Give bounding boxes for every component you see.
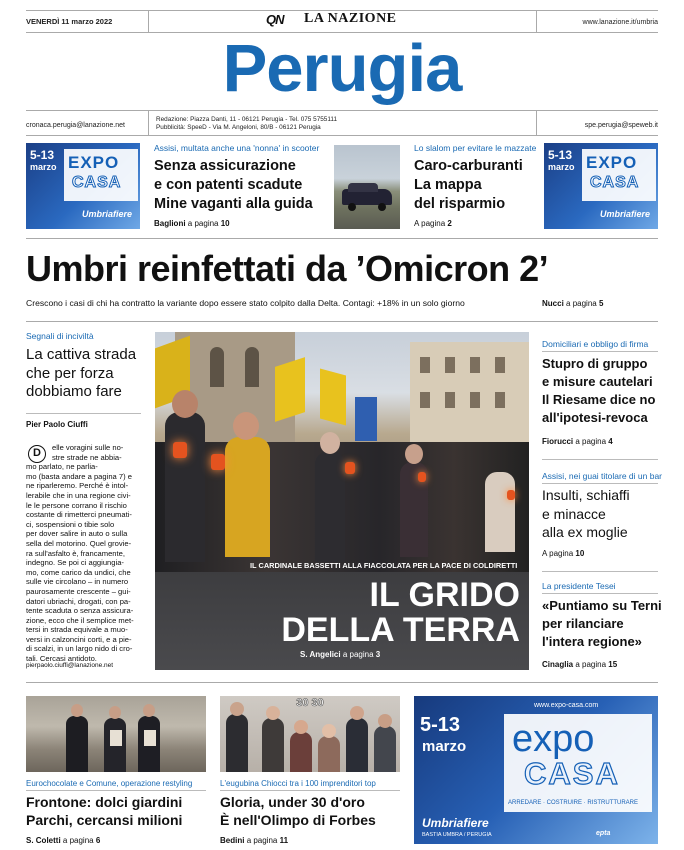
left-author: Pier Paolo Ciuffi xyxy=(26,420,88,429)
police-car-photo xyxy=(334,145,400,229)
photo-page-ref[interactable]: S. Angelici a pagina 3 xyxy=(300,650,381,659)
editorial-email[interactable]: cronaca.perugia@lanazione.net xyxy=(26,122,125,129)
redazione-address: Redazione: Piazza Danti, 11 - 06121 Perugia - Tel. 075 5755111 xyxy=(156,116,338,123)
main-headline[interactable]: Umbri reinfettati da ’Omicron 2’ xyxy=(26,248,549,289)
qn-logo: QN xyxy=(266,12,284,27)
main-page-ref[interactable]: Nucci a pagina 5 xyxy=(542,299,604,308)
website-link[interactable]: www.lanazione.it/umbria xyxy=(582,19,658,26)
advertising-email[interactable]: spe.perugia@speweb.it xyxy=(584,122,658,129)
forbes-under30-photo[interactable]: 30 30 xyxy=(220,696,400,772)
bottom-mid-page-ref[interactable]: Bedini a pagina 11 xyxy=(220,836,289,845)
right-story3-page-ref[interactable]: Cinaglia a pagina 15 xyxy=(542,660,618,669)
editorial-body: elle voragini sulle no- stre strade ne abbia- mo parlato, ne parlia- mo (basta andare a pagina 7) e ne riparleremo. Perché è intol- lerabile che in una regione civi- le le persone corrano il rischio costante di rimetterci pneumati- ci, sospensioni o tibie solo per dover salire in auto o sulla sella del motorino. Quel grovie- ra sull'asfalto è, francamente, indegno. Se poi ci aggiungia- mo, come carico da undici, che sulle vie circolano – in numero paurosamente crescente – gui- datori ubriachi, drogati, con pa- tente scaduta o senza assicura- zione, ecco che il semplice met- tersi in strada equivale a muo- versi in calzoncini corti, e a pie- di scalzi, in un largo nido di cro- tali. Cercasi antidoto. xyxy=(26,443,134,664)
top-right-page-ref[interactable]: A pagina 2 xyxy=(414,219,452,228)
bottom-left-headline[interactable]: Frontone: dolci giardini Parchi, cercansi milioni xyxy=(26,794,183,828)
right-story1-headline[interactable]: Stupro di gruppo e misure cautelari Il Riesame dice no all'ipotesi-revoca xyxy=(542,356,656,425)
city-edition-title: Perugia xyxy=(222,31,462,106)
top-left-page-ref[interactable]: Baglioni a pagina 10 xyxy=(154,219,230,228)
pubblicita-address: Pubblicità: SpeeD - Via M. Angeloni, 80/B - 06121 Perugia xyxy=(156,124,321,131)
photo-caption: IL CARDINALE BASSETTI ALLA FIACCOLATA PER LA PACE DI COLDIRETTI xyxy=(250,561,518,570)
bottom-mid-kicker: L'eugubina Chiocci tra i 100 imprenditori top xyxy=(220,779,376,788)
issue-date: VENERDÌ 11 marzo 2022 xyxy=(26,17,113,26)
left-author-email[interactable]: pierpaolo.ciuffi@lanazione.net xyxy=(26,662,114,669)
right-story2-headline[interactable]: Insulti, schiaffi e minacce alla ex moglie xyxy=(542,487,630,540)
bottom-left-kicker: Eurochocolate e Comune, operazione restyling xyxy=(26,779,193,788)
frontone-gardens-photo[interactable] xyxy=(26,696,206,772)
right-story2-page-ref[interactable]: A pagina 10 xyxy=(542,549,585,558)
top-right-headline[interactable]: Caro-carburanti La mappa del risparmio xyxy=(414,158,523,212)
expo-casa-ad-left[interactable]: 5-13 marzo EXPO CASA Umbriafiere xyxy=(26,143,140,229)
newspaper-name: LA NAZIONE xyxy=(304,11,397,26)
top-left-headline[interactable]: Senza assicurazione e con patenti scadute Mine vaganti alla guida xyxy=(154,158,313,212)
photo-headline[interactable]: IL GRIDO DELLA TERRA xyxy=(281,576,520,649)
top-left-kicker: Assisi, multata anche una 'nonna' in scooter xyxy=(154,143,320,153)
bottom-mid-headline[interactable]: Gloria, under 30 d'oro È nell'Olimpo di Forbes xyxy=(220,794,376,828)
expo-casa-ad-right[interactable]: 5-13 marzo EXPO CASA Umbriafiere xyxy=(544,143,658,229)
expo-casa-ad-large[interactable]: www.expo-casa.com 5-13 marzo expo CASA ARREDARE · COSTRUIRE · RISTRUTTURARE Umbriafiere BASTIA UMBRA / PERUGIA epta xyxy=(414,696,658,844)
right-story1-page-ref[interactable]: Fiorucci a pagina 4 xyxy=(542,437,613,446)
bottom-left-page-ref[interactable]: S. Coletti a pagina 6 xyxy=(26,836,101,845)
right-story1-kicker: Domiciliari e obbligo di firma xyxy=(542,339,649,349)
dropcap: D xyxy=(28,445,46,463)
right-story2-kicker: Assisi, nei guai titolare di un bar xyxy=(542,471,663,481)
left-kicker: Segnali di inciviltà xyxy=(26,331,94,341)
right-story3-headline[interactable]: «Puntiamo su Terni per rilanciare l'intera regione» xyxy=(542,598,662,649)
left-headline[interactable]: La cattiva strada che per forza dobbiamo fare xyxy=(26,346,137,400)
main-subhead: Crescono i casi di chi ha contratto la variante dopo essere stato colpito dalla Delta. Contagi: +18% in un solo giorno xyxy=(26,298,465,308)
right-story3-kicker: La presidente Tesei xyxy=(542,581,616,591)
top-right-kicker: Lo slalom per evitare le mazzate xyxy=(414,143,537,153)
